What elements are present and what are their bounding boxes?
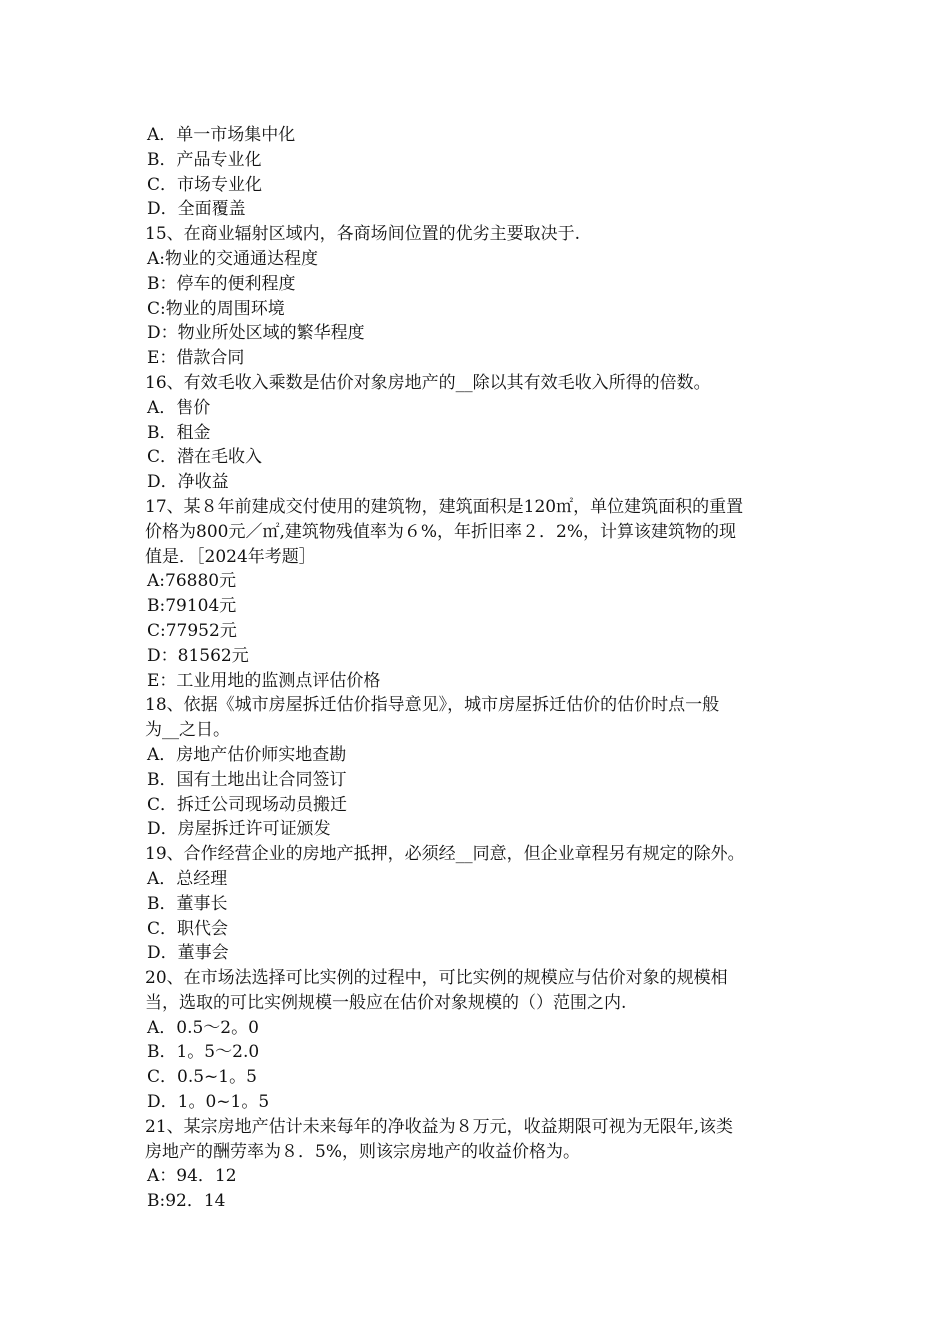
option-20-a: A．0.5～2。0 bbox=[147, 1017, 259, 1038]
option-19-c: C．职代会 bbox=[147, 918, 229, 939]
question-17 bbox=[145, 495, 810, 693]
option-16-c: C．潜在毛收入 bbox=[147, 447, 263, 468]
option-14-d: D．全面覆盖 bbox=[147, 199, 246, 220]
option-17-e: E：工业用地的监测点评估价格 bbox=[147, 670, 381, 691]
option-18-c: C．拆迁公司现场动员搬迁 bbox=[147, 794, 348, 815]
option-16-b: B．租金 bbox=[147, 422, 211, 443]
option-19-b: B．董事长 bbox=[147, 893, 228, 914]
question-19 bbox=[145, 842, 810, 966]
question-18-stem-line-2: 为__之日。 bbox=[145, 720, 230, 741]
question-18-stem-line-1: 18、依据《城市房屋拆迁估价指导意见》，城市房屋拆迁估价的估价时点一般 bbox=[145, 695, 720, 716]
option-15-e: E：借款合同 bbox=[147, 348, 245, 369]
question-15-stem: 15、在商业辐射区域内，各商场间位置的优劣主要取决于. bbox=[145, 224, 581, 245]
question-21-stem-line-1: 21、某宗房地产估计未来每年的净收益为８万元，收益期限可视为无限年,该类 bbox=[145, 1116, 734, 1137]
question-18 bbox=[145, 693, 810, 842]
question-21 bbox=[145, 1115, 810, 1214]
option-21-a: A：94．12 bbox=[147, 1166, 237, 1187]
document-page bbox=[145, 123, 810, 1214]
option-18-d: D．房屋拆迁许可证颁发 bbox=[147, 819, 331, 840]
question-21-stem-line-2: 房地产的酬劳率为８．5%，则该宗房地产的收益价格为。 bbox=[145, 1141, 580, 1162]
option-16-d: D．净收益 bbox=[147, 472, 229, 493]
question-14-options bbox=[145, 123, 810, 222]
option-17-b: B:79104元 bbox=[147, 596, 237, 617]
question-17-stem-line-1: 17、某８年前建成交付使用的建筑物，建筑面积是120㎡，单位建筑面积的重置 bbox=[145, 496, 744, 517]
question-15 bbox=[145, 222, 810, 371]
question-20-stem-line-1: 20、在市场法选择可比实例的过程中，可比实例的规模应与估价对象的规模相 bbox=[145, 968, 728, 989]
option-15-b: B：停车的便利程度 bbox=[147, 273, 296, 294]
option-14-c: C．市场专业化 bbox=[147, 174, 263, 195]
option-19-a: A．总经理 bbox=[147, 868, 228, 889]
question-17-stem-line-2: 价格为800元／㎡,建筑物残值率为６%，年折旧率２．2%，计算该建筑物的现 bbox=[145, 521, 736, 542]
option-18-a: A．房地产估价师实地查勘 bbox=[147, 744, 347, 765]
option-20-d: D．1。0~1。5 bbox=[147, 1092, 270, 1113]
option-15-d: D：物业所处区域的繁华程度 bbox=[147, 323, 365, 344]
option-17-c: C:77952元 bbox=[147, 620, 237, 641]
option-21-b: B:92．14 bbox=[147, 1191, 226, 1212]
question-16 bbox=[145, 371, 810, 495]
question-20-stem-line-2: 当，选取的可比实例规模一般应在估价对象规模的（）范围之内. bbox=[145, 992, 627, 1013]
option-14-b: B．产品专业化 bbox=[147, 149, 262, 170]
option-20-b: B．1。5～2.0 bbox=[147, 1042, 260, 1063]
question-19-stem: 19、合作经营企业的房地产抵押，必须经__同意，但企业章程另有规定的除外。 bbox=[145, 844, 745, 865]
option-15-c: C:物业的周围环境 bbox=[147, 298, 285, 319]
option-20-c: C．0.5~1。5 bbox=[147, 1067, 257, 1088]
option-16-a: A．售价 bbox=[147, 397, 211, 418]
question-20 bbox=[145, 966, 810, 1115]
option-17-d: D：81562元 bbox=[147, 645, 249, 666]
option-14-a: A．单一市场集中化 bbox=[147, 125, 296, 145]
question-16-stem: 16、有效毛收入乘数是估价对象房地产的__除以其有效毛收入所得的倍数。 bbox=[145, 372, 711, 393]
option-17-a: A:76880元 bbox=[147, 571, 237, 592]
option-15-a: A:物业的交通通达程度 bbox=[147, 248, 319, 269]
question-17-stem-line-3: 值是．［2024年考题］ bbox=[145, 546, 316, 567]
option-19-d: D．董事会 bbox=[147, 943, 229, 964]
option-18-b: B．国有土地出让合同签订 bbox=[147, 769, 347, 790]
